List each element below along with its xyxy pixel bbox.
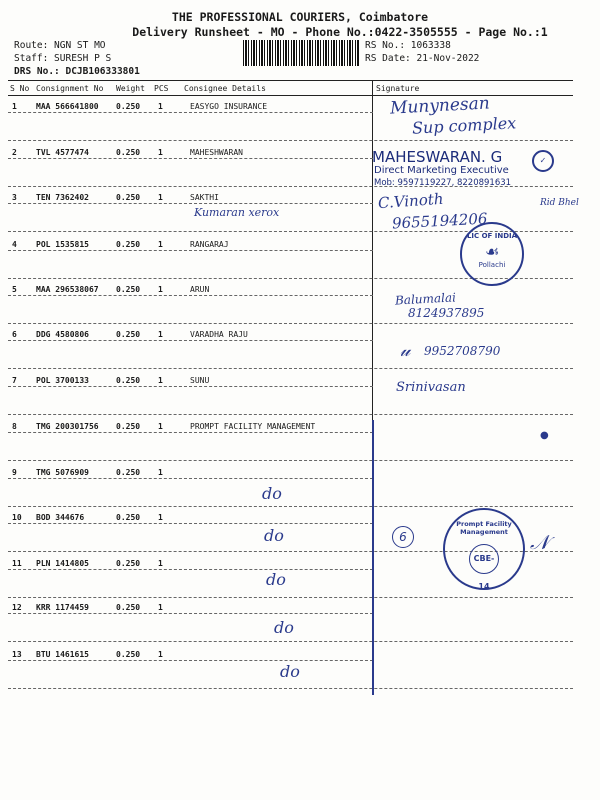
lic-stamp-sub: Pollachi — [478, 261, 506, 269]
row-divider — [8, 478, 373, 479]
row-sno: 9 — [12, 468, 17, 477]
handwritten-note-r3b: Rid Bhel — [540, 198, 579, 208]
row-sno: 8 — [12, 422, 17, 431]
row-divider — [8, 432, 373, 433]
handwritten-bracket-line — [372, 420, 374, 695]
handwritten-phone-r5: 8124937895 — [408, 306, 485, 320]
row-consignment-no: TMG 5076909 — [36, 468, 89, 477]
row-divider — [8, 569, 373, 570]
col-consignment: Consignment No — [36, 84, 104, 93]
row-pcs: 1 — [158, 468, 163, 477]
row-divider — [8, 323, 573, 324]
row-divider — [8, 295, 373, 296]
row-divider — [8, 158, 373, 159]
row-sno: 3 — [12, 193, 17, 202]
col-sno: S No — [10, 84, 30, 93]
row-consignment-no: TMG 200301756 — [36, 422, 99, 431]
row-sno: 1 — [12, 102, 17, 111]
route-label: Route: NGN ST MO — [14, 40, 106, 51]
row-weight: 0.250 — [116, 468, 141, 477]
row-consignment-no: BTU 1461615 — [36, 650, 89, 659]
row-divider — [8, 340, 373, 341]
row-divider — [8, 250, 373, 251]
col-signature: Signature — [376, 84, 420, 93]
prompt-facility-stamp — [443, 508, 525, 590]
scribble-signature-r10: 𝒩 — [530, 530, 550, 554]
row-divider — [8, 112, 373, 113]
dot-mark: ● — [540, 430, 549, 441]
row-pcs: 1 — [158, 102, 163, 111]
row-divider — [8, 203, 373, 204]
row-consignee: VARADHA RAJU — [190, 330, 248, 339]
small-circle-mark: ✓ — [532, 150, 554, 172]
barcode — [243, 40, 360, 66]
drs-number: DRS No.: DCJB106333801 — [14, 66, 140, 77]
row-pcs: 1 — [158, 376, 163, 385]
row-consignee: RANGARAJ — [190, 240, 229, 249]
row-pcs: 1 — [158, 285, 163, 294]
row-sno: 5 — [12, 285, 17, 294]
row-divider — [8, 460, 573, 461]
handwritten-signature-r1: Munynesan — [389, 93, 491, 119]
row-consignment-no: TEN 7362402 — [36, 193, 89, 202]
row-divider — [8, 660, 373, 661]
ditto-r13: do — [280, 662, 300, 681]
row-consignment-no: PLN 1414805 — [36, 559, 89, 568]
row-weight: 0.250 — [116, 422, 141, 431]
handwritten-signature-r5: Balumalai — [394, 290, 457, 308]
row-weight: 0.250 — [116, 148, 141, 157]
col-consignee: Consignee Details — [184, 84, 266, 93]
stamp-name: MAHESWARAN. G — [372, 148, 503, 166]
row-pcs: 1 — [158, 330, 163, 339]
row-sno: 6 — [12, 330, 17, 339]
row-consignee: SAKTHI — [190, 193, 219, 202]
stamp-title: Direct Marketing Executive — [374, 165, 509, 176]
row-consignee: ARUN — [190, 285, 210, 294]
row-pcs: 1 — [158, 559, 163, 568]
ditto-r10: do — [264, 526, 284, 545]
row-pcs: 1 — [158, 603, 163, 612]
row-divider — [8, 641, 573, 642]
ditto-r11: do — [266, 570, 286, 589]
company-title: THE PROFESSIONAL COURIERS, Coimbatore — [171, 10, 429, 24]
row-consignment-no: MAA 296538067 — [36, 285, 99, 294]
handwritten-signature-r3: C.Vinoth — [377, 189, 445, 213]
row-pcs: 1 — [158, 148, 163, 157]
handwritten-note-r1: Sup complex — [411, 113, 517, 138]
row-divider — [8, 386, 373, 387]
row-consignment-no: BOD 344676 — [36, 513, 85, 522]
row-divider — [8, 523, 373, 524]
row-weight: 0.250 — [116, 193, 141, 202]
row-weight: 0.250 — [116, 376, 141, 385]
col-weight: Weight — [116, 84, 145, 93]
row-sno: 4 — [12, 240, 17, 249]
row-weight: 0.250 — [116, 513, 141, 522]
runsheet-subtitle: Delivery Runsheet - MO - Phone No.:0422-3505555 - Page No.:1 — [132, 25, 548, 39]
row-pcs: 1 — [158, 422, 163, 431]
row-consignee: SUNU — [190, 376, 210, 385]
ditto-r12: do — [274, 618, 294, 637]
ditto-r9: do — [262, 484, 282, 503]
row-consignee: MAHESHWARAN — [190, 148, 243, 157]
row-consignment-no: KRR 1174459 — [36, 603, 89, 612]
row-sno: 13 — [12, 650, 22, 659]
handwritten-count-circle: 6 — [392, 526, 414, 548]
prompt-stamp-center: CBE-14 — [469, 544, 499, 574]
row-sno: 12 — [12, 603, 22, 612]
lic-stamp-text: LIC OF INDIA — [466, 232, 518, 240]
row-weight: 0.250 — [116, 330, 141, 339]
row-weight: 0.250 — [116, 603, 141, 612]
row-weight: 0.250 — [116, 559, 141, 568]
col-pcs: PCS — [154, 84, 169, 93]
handwritten-phone-r6: 9952708790 — [424, 344, 501, 358]
rs-date: RS Date: 21-Nov-2022 — [365, 53, 480, 64]
row-pcs: 1 — [158, 513, 163, 522]
row-consignment-no: TVL 4577474 — [36, 148, 89, 157]
row-consignment-no: POL 3700133 — [36, 376, 89, 385]
handwritten-phone-r3: 9655194206 — [391, 209, 488, 233]
row-weight: 0.250 — [116, 102, 141, 111]
row-consignment-no: MAA 566641800 — [36, 102, 99, 111]
row-weight: 0.250 — [116, 285, 141, 294]
row-consignment-no: DDG 4580806 — [36, 330, 89, 339]
row-sno: 10 — [12, 513, 22, 522]
row-consignee: EASYGO INSURANCE — [190, 102, 268, 111]
stamp-mobile: Mob: 9597119227, 8220891631 — [374, 178, 512, 188]
scribble-mark-r6: 𝓊 — [400, 340, 411, 361]
row-consignment-no: POL 1535815 — [36, 240, 89, 249]
handwritten-signature-r7: Srinivasan — [396, 380, 466, 395]
rs-number: RS No.: 1063338 — [365, 40, 451, 51]
row-sno: 7 — [12, 376, 17, 385]
row-sno: 2 — [12, 148, 17, 157]
row-divider — [8, 368, 573, 369]
row-divider — [8, 506, 573, 507]
row-weight: 0.250 — [116, 240, 141, 249]
row-pcs: 1 — [158, 240, 163, 249]
lic-emblem-icon: ☙ — [484, 242, 500, 261]
row-divider — [8, 688, 573, 689]
row-divider — [8, 140, 573, 141]
row-divider — [8, 613, 373, 614]
staff-label: Staff: SURESH P S — [14, 53, 112, 64]
row-weight: 0.250 — [116, 650, 141, 659]
handwritten-note-r3: Kumaran xerox — [194, 206, 280, 219]
row-sno: 11 — [12, 559, 22, 568]
row-consignee: PROMPT FACILITY MANAGEMENT — [190, 422, 316, 431]
row-divider — [8, 414, 573, 415]
row-pcs: 1 — [158, 650, 163, 659]
lic-stamp — [460, 222, 524, 286]
row-pcs: 1 — [158, 193, 163, 202]
prompt-stamp-text: Prompt Facility Management — [456, 520, 512, 536]
